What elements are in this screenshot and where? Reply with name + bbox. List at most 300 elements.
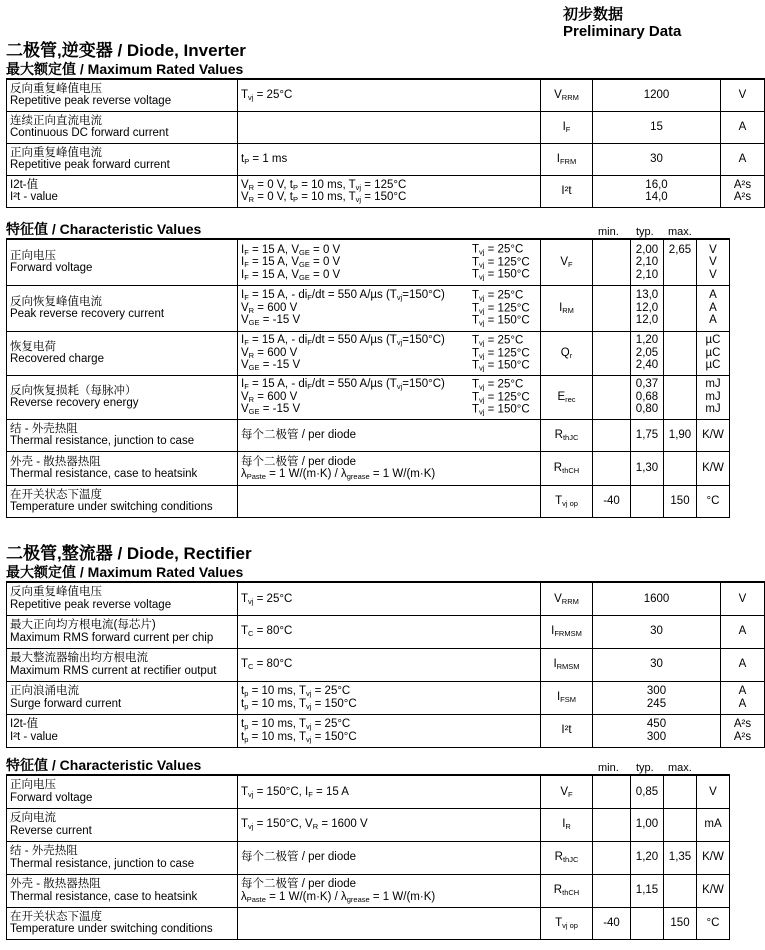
- unit-line: K/W: [702, 851, 724, 864]
- parameter-name-en: Surge forward current: [10, 697, 122, 710]
- symbol-cell: [541, 375, 593, 419]
- condition-line: $I_F = 15$ A, $V_{GE} = 0$ V: [241, 268, 341, 282]
- condition-line: $T_{vj} = 25^\circ C$: [241, 89, 293, 102]
- condition-line: $t_p = 10$ ms, $T_{vj} = 25^\circ C$: [241, 718, 351, 731]
- typ-value-cell: [631, 485, 664, 517]
- unit-cell: [697, 331, 730, 375]
- typ-value-cell: [631, 375, 664, 419]
- rectifier-max-rated-table: [6, 581, 765, 748]
- condition-line: $V_R = 600$ V: [241, 390, 298, 404]
- unit-line: A: [709, 301, 717, 314]
- col-typ-label: typ.: [636, 762, 654, 774]
- typ-value-cell: [631, 808, 664, 841]
- max-value-cell: [664, 451, 697, 485]
- parameter-name-en: Peak reverse recovery current: [10, 308, 165, 320]
- min-value-cell: [593, 285, 631, 331]
- condition-cell: [238, 874, 541, 907]
- value-cell: [593, 714, 721, 747]
- unit-line: V: [709, 268, 717, 281]
- parameter-name-zh: 在开关状态下温度: [10, 910, 102, 923]
- parameter-name-cell: [7, 285, 238, 331]
- characteristic-row: [7, 907, 730, 939]
- max-value-cell: [664, 841, 697, 874]
- parameter-name-cell: [7, 615, 238, 648]
- parameter-name-cell: [7, 648, 238, 681]
- unit-line: A: [738, 152, 747, 165]
- value-cell: [593, 175, 721, 207]
- unit-line: V: [709, 256, 717, 268]
- min-value-cell: [593, 451, 631, 485]
- condition-line: $T_C = 80^\circ C$: [241, 625, 293, 639]
- condition-cell: [238, 375, 541, 419]
- parameter-name-en: Temperature under switching conditions: [10, 501, 213, 513]
- parameter-name-cell: [7, 485, 238, 517]
- condition-cell: [238, 419, 541, 451]
- unit-line: A: [738, 658, 747, 671]
- preliminary-en: Preliminary Data: [563, 23, 682, 40]
- value-line: 450: [646, 718, 667, 730]
- characteristic-row: [7, 841, 730, 874]
- value-line: 15: [650, 120, 663, 133]
- condition-line: [241, 121, 537, 134]
- unit-cell: [697, 419, 730, 451]
- typ-value-cell: [631, 841, 664, 874]
- min-value-cell: [593, 874, 631, 907]
- parameter-name-zh: 结 - 外壳热阻: [10, 422, 78, 435]
- parameter-name-en: Thermal resistance, case to heatsink: [10, 468, 198, 480]
- min-value-cell: [593, 841, 631, 874]
- condition-line: $\lambda_{Paste} = 1$ $W/(m\cdot K) / \lambda_{grease} = 1$ W/(m·K): [241, 890, 436, 904]
- symbol: $I_F$: [562, 120, 571, 134]
- value-line: 300: [646, 730, 667, 743]
- max-value: [667, 818, 693, 831]
- condition-cell: [238, 582, 541, 615]
- unit-line: mJ: [705, 403, 721, 416]
- unit-line: A: [738, 685, 747, 697]
- condition-line: 每个二极管 / per diode: [241, 851, 357, 864]
- value-cell: [593, 615, 721, 648]
- parameter-name-cell: [7, 907, 238, 939]
- unit-line: A²s: [733, 178, 752, 191]
- unit-cell: [697, 285, 730, 331]
- symbol: $Q_r$: [560, 346, 573, 360]
- unit-cell: [697, 808, 730, 841]
- symbol-cell: [541, 615, 593, 648]
- condition-line: $V_{GE} = -15$ V: [241, 403, 301, 417]
- min-value-cell: [593, 907, 631, 939]
- min-value-cell: [593, 375, 631, 419]
- parameter-name-cell: [7, 419, 238, 451]
- min-value: [596, 302, 627, 315]
- max-rated-row: [7, 143, 765, 175]
- max-value: [667, 462, 693, 475]
- unit-cell: [697, 841, 730, 874]
- unit-line: mA: [704, 818, 722, 831]
- max-rated-row: [7, 648, 765, 681]
- symbol-cell: [541, 451, 593, 485]
- max-value-cell: [664, 907, 697, 939]
- symbol-cell: [541, 874, 593, 907]
- typ-value: 0,37: [635, 378, 659, 391]
- condition-line: $I_F = 15$ A, $V_{GE} = 0$ V: [241, 243, 341, 257]
- max-value-cell: [664, 775, 697, 808]
- parameter-name-zh: 正向电压: [10, 779, 56, 792]
- symbol: $I_{FSM}$: [556, 691, 577, 705]
- junction-temp-line: $T_{vj} = 125^\circ C$: [472, 256, 530, 269]
- unit-line: mJ: [705, 390, 721, 403]
- symbol: $I_{RMSM}$: [553, 658, 580, 672]
- symbol-cell: [541, 681, 593, 714]
- max-rated-row: [7, 714, 765, 747]
- condition-cell: [238, 451, 541, 485]
- parameter-name-zh: 正向电压: [10, 249, 56, 262]
- unit-line: µC: [705, 346, 721, 359]
- typ-value: 1,75: [635, 428, 659, 441]
- typ-value: 1,15: [635, 884, 659, 897]
- condition-line: $I_F = 15$ A, - $di_F/dt = 550$ A/µs $(T_{vj}=150^\circ C)$: [241, 378, 445, 392]
- typ-value: 2,00: [635, 243, 659, 256]
- typ-value-cell: [631, 907, 664, 939]
- unit-line: K/W: [702, 428, 724, 441]
- min-value: [596, 884, 627, 897]
- typ-value-cell: [631, 419, 664, 451]
- parameter-name-zh: 正向浪涌电流: [10, 685, 79, 697]
- symbol-cell: [541, 79, 593, 111]
- parameter-name-en: Repetitive peak reverse voltage: [10, 95, 172, 108]
- condition-cell: [238, 808, 541, 841]
- junction-temp-line: $T_{vj} = 25^\circ C$: [472, 378, 524, 392]
- unit-cell: [697, 375, 730, 419]
- max-value: [667, 884, 693, 897]
- max-value-cell: [664, 331, 697, 375]
- unit-cell: [721, 175, 765, 207]
- min-value: [596, 462, 627, 475]
- max-rated-row: [7, 615, 765, 648]
- typ-value: 12,0: [635, 314, 659, 327]
- inverter-max-rated-table: [6, 78, 765, 208]
- typ-value: 1,30: [635, 461, 659, 474]
- condition-cell: [238, 79, 541, 111]
- symbol-cell: [541, 143, 593, 175]
- unit-cell: [721, 143, 765, 175]
- condition-line: 每个二极管 / per diode: [241, 428, 357, 441]
- condition-line: $T_{vj} = 150^\circ C$, $I_F = 15$ A: [241, 785, 349, 799]
- characteristic-row: [7, 239, 730, 285]
- max-rated-row: [7, 582, 765, 615]
- typ-value: 2,10: [635, 268, 659, 281]
- typ-value: 1,20: [635, 334, 659, 347]
- characteristic-row: [7, 485, 730, 517]
- unit-line: A: [738, 625, 747, 638]
- characteristic-row: [7, 375, 730, 419]
- junction-temp-line: $T_{vj} = 25^\circ C$: [472, 243, 524, 257]
- parameter-name-zh: I2t-值: [10, 718, 39, 730]
- parameter-name-en: I²t - value: [10, 191, 58, 203]
- condition-cell: [238, 143, 541, 175]
- max-rated-row: [7, 175, 765, 207]
- parameter-name-zh: 恢复电荷: [10, 340, 56, 353]
- unit-line: A²s: [733, 191, 752, 203]
- symbol: I²t: [561, 184, 572, 197]
- condition-cell: [238, 907, 541, 939]
- symbol: $V_F$: [560, 785, 573, 799]
- max-value: [667, 391, 693, 404]
- unit-line: °C: [706, 494, 720, 507]
- typ-value-cell: [631, 775, 664, 808]
- symbol: $T_{vj op}$: [555, 494, 578, 508]
- condition-cell: [238, 485, 541, 517]
- unit-line: V: [738, 592, 747, 605]
- parameter-name-cell: [7, 841, 238, 874]
- min-value: [596, 347, 627, 360]
- parameter-name-zh: 反向恢复损耗（每脉冲）: [10, 384, 137, 397]
- junction-temp-list: [472, 334, 530, 372]
- typ-value-cell: [631, 239, 664, 285]
- unit-line: V: [738, 89, 747, 101]
- max-rated-row: [7, 79, 765, 111]
- col-min-label: min.: [598, 226, 619, 238]
- condition-cell: [238, 111, 541, 143]
- typ-value-cell: [631, 285, 664, 331]
- condition-line: $V_{GE} = -15$ V: [241, 314, 301, 328]
- value-line: 14,0: [645, 191, 668, 203]
- condition-line: $t_P = 1$ ms: [241, 152, 288, 166]
- min-value: -40: [603, 916, 620, 929]
- typ-value: 0,85: [635, 785, 659, 798]
- junction-temp-line: $T_{vj} = 125^\circ C$: [472, 346, 530, 360]
- condition-line: $t_p = 10$ ms, $T_{vj} = 150^\circ C$: [241, 730, 357, 744]
- condition-line: [241, 495, 537, 508]
- unit-line: °C: [706, 916, 720, 929]
- min-value: [596, 818, 627, 831]
- symbol-cell: [541, 808, 593, 841]
- max-value: 150: [670, 494, 690, 507]
- inverter-max-rated-title: 最大额定值 / Maximum Rated Values: [6, 61, 244, 77]
- condition-line: $\lambda_{Paste} = 1$ $W/(m\cdot K) / \lambda_{grease} = 1$ W/(m·K): [241, 468, 436, 481]
- condition-cell: [238, 175, 541, 207]
- condition-cell: [238, 775, 541, 808]
- symbol-cell: [541, 239, 593, 285]
- value-line: 30: [650, 658, 663, 671]
- min-value-cell: [593, 239, 631, 285]
- max-value: [667, 302, 693, 315]
- unit-cell: [721, 714, 765, 747]
- junction-temp-line: $T_{vj} = 25^\circ C$: [472, 289, 524, 303]
- unit-line: µC: [705, 359, 721, 372]
- characteristic-row: [7, 419, 730, 451]
- min-value: [596, 429, 627, 442]
- unit-line: V: [709, 243, 717, 256]
- min-value-cell: [593, 775, 631, 808]
- parameter-name-cell: [7, 874, 238, 907]
- symbol-cell: [541, 285, 593, 331]
- unit-line: A: [738, 697, 747, 710]
- condition-cell: [238, 285, 541, 331]
- value-cell: [593, 582, 721, 615]
- parameter-name-cell: [7, 331, 238, 375]
- parameter-name-zh: 外壳 - 散热器热阻: [10, 878, 101, 890]
- symbol-cell: [541, 582, 593, 615]
- value-line: 245: [646, 697, 667, 710]
- typ-value-cell: [631, 451, 664, 485]
- typ-value-cell: [631, 874, 664, 907]
- unit-line: A: [709, 289, 717, 302]
- typ-value: 1,00: [635, 818, 659, 831]
- parameter-name-en: Thermal resistance, case to heatsink: [10, 890, 198, 903]
- junction-temp-line: $T_{vj} = 150^\circ C$: [472, 403, 530, 417]
- condition-cell: [238, 681, 541, 714]
- value-line: 1200: [643, 89, 670, 101]
- condition-line: $T_C = 80^\circ C$: [241, 658, 293, 672]
- junction-temp-line: $T_{vj} = 150^\circ C$: [472, 359, 530, 373]
- parameter-name-zh: 反向重复峰值电压: [10, 586, 102, 599]
- parameter-name-zh: 反向恢复峰值电流: [10, 295, 102, 308]
- unit-cell: [721, 111, 765, 143]
- value-cell: [593, 79, 721, 111]
- unit-cell: [697, 485, 730, 517]
- symbol: I²t: [561, 724, 572, 737]
- parameter-name-en: Repetitive peak reverse voltage: [10, 598, 172, 611]
- symbol: $I_{RM}$: [559, 301, 574, 315]
- parameter-name-cell: [7, 775, 238, 808]
- condition-cell: [238, 331, 541, 375]
- parameter-name-en: Repetitive peak forward current: [10, 159, 170, 171]
- min-value-cell: [593, 485, 631, 517]
- max-value-cell: [664, 808, 697, 841]
- value-line: 300: [646, 685, 667, 697]
- parameter-name-cell: [7, 681, 238, 714]
- typ-value: 2,05: [635, 346, 659, 359]
- rectifier-max-rated-title: 最大额定值 / Maximum Rated Values: [6, 564, 244, 580]
- parameter-name-en: Reverse recovery energy: [10, 397, 139, 409]
- value-line: 1600: [643, 592, 670, 605]
- unit-cell: [721, 648, 765, 681]
- parameter-name-zh: 结 - 外壳热阻: [10, 845, 78, 857]
- condition-cell: [238, 615, 541, 648]
- condition-line: $V_R = 600$ V: [241, 301, 298, 315]
- parameter-name-zh: 正向重复峰值电流: [10, 146, 102, 159]
- junction-temp-line: $T_{vj} = 150^\circ C$: [472, 268, 530, 282]
- unit-line: K/W: [702, 884, 724, 897]
- parameter-name-zh: 连续正向直流电流: [10, 114, 102, 127]
- parameter-name-cell: [7, 808, 238, 841]
- condition-line: $I_F = 15$ A, - $di_F/dt = 550$ A/µs $(T_{vj}=150^\circ C)$: [241, 289, 445, 303]
- parameter-name-zh: 最大正向均方根电流(每芯片): [10, 619, 156, 631]
- symbol: $I_R$: [562, 818, 571, 832]
- parameter-name-cell: [7, 143, 238, 175]
- condition-cell: [238, 714, 541, 747]
- characteristic-row: [7, 331, 730, 375]
- rectifier-title: 二极管,整流器 / Diode, Rectifier: [6, 544, 252, 563]
- col-typ-label: typ.: [636, 226, 654, 238]
- max-value-cell: [664, 239, 697, 285]
- condition-line: 每个二极管 / per diode: [241, 878, 357, 890]
- typ-value: 2,40: [635, 359, 659, 372]
- col-max-label: max.: [668, 762, 692, 774]
- condition-cell: [238, 239, 541, 285]
- min-value: -40: [603, 494, 620, 507]
- condition-line: $T_{vj} = 150^\circ C$, $V_R = 1600$ V: [241, 818, 368, 832]
- condition-line: $T_{vj} = 25^\circ C$: [241, 592, 293, 606]
- max-value-cell: [664, 375, 697, 419]
- unit-line: A: [738, 120, 747, 133]
- parameter-name-cell: [7, 714, 238, 747]
- max-value-cell: [664, 419, 697, 451]
- max-value: [667, 786, 693, 799]
- characteristic-row: [7, 451, 730, 485]
- inverter-title: 二极管,逆变器 / Diode, Inverter: [6, 41, 246, 60]
- symbol: $T_{vj op}$: [555, 916, 578, 930]
- value-line: 30: [650, 625, 663, 638]
- parameter-name-en: Maximum RMS forward current per chip: [10, 631, 214, 644]
- unit-cell: [721, 582, 765, 615]
- characteristic-row: [7, 808, 730, 841]
- parameter-name-en: Forward voltage: [10, 262, 93, 275]
- symbol-cell: [541, 775, 593, 808]
- symbol-cell: [541, 111, 593, 143]
- parameter-name-zh: 反向电流: [10, 812, 56, 824]
- symbol: $V_{RRM}$: [554, 89, 579, 102]
- symbol: $E_{rec}$: [557, 390, 576, 404]
- condition-line: $V_R = 0$ V, $t_P = 10$ ms, $T_{vj} = 125^\circ C$: [241, 178, 407, 192]
- unit-line: A: [709, 314, 717, 327]
- max-value: 1,90: [668, 428, 692, 441]
- value-cell: [593, 111, 721, 143]
- max-value: [667, 256, 693, 269]
- max-value: [667, 347, 693, 360]
- characteristic-row: [7, 874, 730, 907]
- parameter-name-cell: [7, 175, 238, 207]
- parameter-name-cell: [7, 582, 238, 615]
- min-value-cell: [593, 331, 631, 375]
- unit-cell: [697, 874, 730, 907]
- parameter-name-zh: I2t-值: [10, 178, 39, 191]
- junction-temp-list: [472, 289, 530, 327]
- condition-cell: [238, 648, 541, 681]
- value-cell: [593, 681, 721, 714]
- parameter-name-cell: [7, 79, 238, 111]
- unit-cell: [721, 79, 765, 111]
- unit-cell: [697, 907, 730, 939]
- value-line: 16,0: [645, 178, 668, 191]
- junction-temp-line: $T_{vj} = 150^\circ C$: [472, 314, 530, 328]
- unit-cell: [721, 681, 765, 714]
- junction-temp-line: $T_{vj} = 125^\circ C$: [472, 301, 530, 315]
- symbol-cell: [541, 714, 593, 747]
- max-value-cell: [664, 874, 697, 907]
- parameter-name-en: Recovered charge: [10, 353, 104, 365]
- typ-value: [634, 495, 660, 508]
- symbol: $I_{FRM}$: [556, 152, 577, 166]
- parameter-name-en: Temperature under switching conditions: [10, 923, 213, 935]
- max-value: 1,35: [668, 851, 692, 864]
- col-min-label: min.: [598, 762, 619, 774]
- symbol-cell: [541, 841, 593, 874]
- col-max-label: max.: [668, 226, 692, 238]
- rectifier-char-table: [6, 774, 730, 940]
- parameter-name-en: I²t - value: [10, 730, 58, 743]
- typ-value: 0,68: [635, 390, 659, 403]
- parameter-name-en: Thermal resistance, junction to case: [10, 857, 195, 870]
- symbol: $V_{RRM}$: [554, 592, 579, 606]
- symbol: $V_F$: [560, 256, 573, 269]
- characteristic-row: [7, 775, 730, 808]
- symbol-cell: [541, 175, 593, 207]
- condition-line: $I_F = 15$ A, - $di_F/dt = 550$ A/µs $(T_{vj}=150^\circ C)$: [241, 334, 445, 348]
- parameter-name-en: Forward voltage: [10, 791, 93, 804]
- parameter-name-cell: [7, 239, 238, 285]
- condition-line: $V_{GE} = -15$ V: [241, 359, 301, 373]
